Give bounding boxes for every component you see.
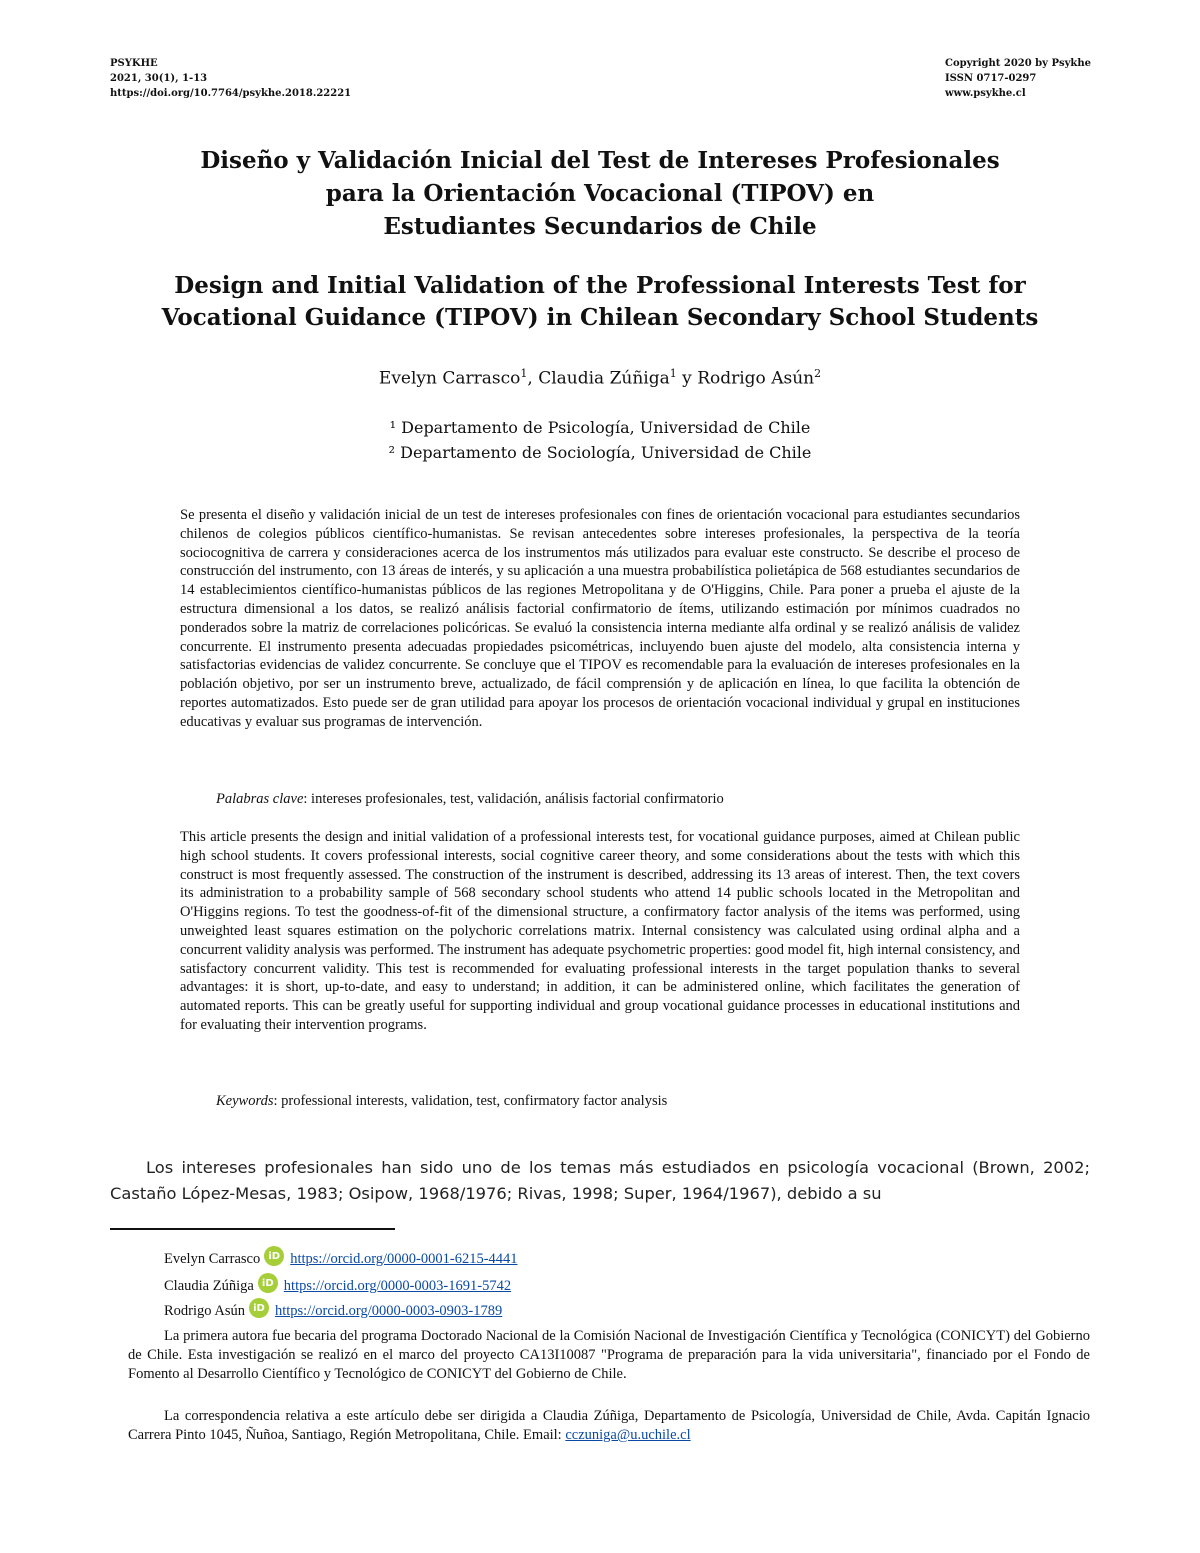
abstract-english: This article presents the design and initial validation of a professional interests test, for vocational guidance purposes, aimed at Chilean public high school students. It covers professional interests, social cognitive career theory, and some considerations about the tests with which this construct is most frequently assessed. The construction of the instrument is described, addressing its 13 areas of interest. Then, the text covers its administration to a probability sample of 568 secondary school students who attend 14 public schools located in the Metropolitan and O'Higgins regions. To test the goodness-of-fit of the dimensional structure, a confirmatory factor analysis of the items was performed, using unweighted least squares estimation on the polychoric correlations matrix. Internal consistency was calculated using ordinal alpha and a concurrent validity analysis was performed. The instrument has adequate psychometric properties: good model fit, high internal consistency, and satisfactory concurrent validity. This test is recommended for evaluating professional interests in the target population thanks to several advantages: it is short, up-to-date, and easy to understand; in addition, it can be administered online, which facilitates the generation of automated reports. This can be greatly useful for supporting individual and group vocational guidance processes in educational institutions and for evaluating their intervention programs. bbox=[180, 829, 1020, 1033]
orcid-icon[interactable]: iD bbox=[258, 1273, 278, 1293]
abstract-spanish: Se presenta el diseño y validación inicial de un test de intereses profesionales con fines de orientación vocacional para estudiantes secundarios chilenos de colegios públicos científico-humanistas. Se revisan antecedentes sobre intereses profesionales, la perspectiva de la teoría sociocognitiva de carrera y consideraciones acerca de los instrumentos más utilizados para evaluar este constructo. Se describe el proceso de construcción del instrumento, con 13 áreas de interés, y su aplicación a una muestra probabilística polietápica de 568 estudiantes secundarios de 14 establecimientos científico-humanistas públicos de las regiones Metropolitana y de O'Higgins, Chile. Para poner a prueba el ajuste de la estructura dimensional a los datos, se realizó análisis factorial confirmatorio de ítems, utilizando estimación por mínimos cuadrados no ponderados sobre la matriz de correlaciones policóricas. Se evaluó la consistencia interna mediante alfa ordinal y se realizó análisis de validez concurrente. El instrumento presenta adecuadas propiedades psicométricas, incluyendo buen ajuste del modelo, alta consistencia interna y satisfactorias evidencias de validez concurrente. Se concluye que el TIPOV es recomendable para la evaluación de intereses profesionales en la población objetivo, por ser un instrumento breve, actualizado, de fácil comprensión y de aplicación en línea, lo que facilita la obtención de reportes automatizados. Esto puede ser de gran utilidad para apoyar los procesos de orientación vocacional individual y grupal en instituciones educativas y evaluar sus programas de intervención. bbox=[180, 507, 1020, 730]
correspondence-text: La correspondencia relativa a este artículo debe ser dirigida a Claudia Zúñiga, Departamento de Psicología, Universidad de Chile, Avda. Capitán Ignacio Carrera Pinto 1045, Ñuñoa, Santiago, Región Metropolitana, Chile. Email: bbox=[128, 1408, 1090, 1444]
author-list bbox=[0, 367, 1200, 389]
email-link[interactable]: cczuniga@u.uchile.cl bbox=[565, 1427, 691, 1444]
affiliation-marker: 1 bbox=[520, 367, 528, 380]
affiliation-marker: 1 bbox=[669, 367, 677, 380]
title-spanish bbox=[90, 144, 1110, 243]
title-en-line: Design and Initial Validation of the Professional Interests Test for bbox=[174, 272, 1026, 299]
issn: ISSN 0717-0297 bbox=[945, 73, 1037, 84]
orcid-author-name: Rodrigo Asún bbox=[164, 1302, 245, 1319]
title-es-line: Estudiantes Secundarios de Chile bbox=[383, 213, 817, 240]
footnote-divider bbox=[110, 1228, 395, 1230]
copyright-notice: Copyright 2020 by Psykhe bbox=[945, 58, 1091, 69]
title-es-line: Diseño y Validación Inicial del Test de Intereses Profesionales bbox=[200, 147, 1000, 174]
footnote-correspondence bbox=[128, 1407, 1090, 1445]
keywords-text: : professional interests, validation, test, confirmatory factor analysis bbox=[273, 1093, 668, 1109]
orcid-link[interactable]: https://orcid.org/0000-0001-6215-4441 bbox=[290, 1250, 518, 1267]
title-es-line: para la Orientación Vocacional (TIPOV) en bbox=[325, 180, 875, 207]
title-en-line: Vocational Guidance (TIPOV) in Chilean Secondary School Students bbox=[161, 304, 1039, 331]
author-separator: , bbox=[527, 368, 539, 389]
keywords-label: Palabras clave bbox=[216, 791, 304, 807]
journal-header-right bbox=[945, 56, 1091, 101]
keywords-spanish bbox=[216, 790, 1016, 809]
journal-name: PSYKHE bbox=[110, 58, 158, 69]
author-name: Rodrigo Asún bbox=[697, 368, 815, 389]
orcid-entry bbox=[164, 1273, 511, 1299]
author-name: Claudia Zúñiga bbox=[538, 368, 670, 389]
orcid-author-name: Claudia Zúñiga bbox=[164, 1277, 254, 1294]
journal-header-left bbox=[110, 56, 351, 101]
affiliations bbox=[0, 415, 1200, 465]
affiliation-marker: 2 bbox=[814, 367, 822, 380]
orcid-icon[interactable]: iD bbox=[249, 1298, 269, 1318]
affiliation: ¹ Departamento de Psicología, Universidad de Chile bbox=[389, 418, 811, 437]
keywords-english bbox=[216, 1092, 1016, 1111]
keywords-label: Keywords bbox=[216, 1093, 274, 1109]
author-name: Evelyn Carrasco bbox=[378, 368, 521, 389]
title-english bbox=[90, 270, 1110, 334]
orcid-entry bbox=[164, 1298, 502, 1324]
orcid-link[interactable]: https://orcid.org/0000-0003-0903-1789 bbox=[274, 1302, 503, 1319]
orcid-entry bbox=[164, 1246, 518, 1272]
orcid-author-name: Evelyn Carrasco bbox=[164, 1250, 261, 1267]
orcid-icon[interactable]: iD bbox=[264, 1246, 284, 1266]
body-paragraph: Los intereses profesionales han sido uno de los temas más estudiados en psicología vocacional (Brown, 2002; Castaño López-Mesas, 1983; Osipow, 1968/1976; Rivas, 1998; Super, 1964/1967), debido a su bbox=[110, 1158, 1090, 1203]
orcid-link[interactable]: https://orcid.org/0000-0003-1691-5742 bbox=[283, 1277, 512, 1294]
author-separator: y bbox=[676, 368, 698, 389]
website-link[interactable]: www.psykhe.cl bbox=[945, 88, 1026, 99]
footnote-funding: La primera autora fue becaria del programa Doctorado Nacional de la Comisión Nacional de Investigación Científica y Tecnológica (CONICYT) del Gobierno de Chile. Esta investigación se realizó en el marco del proyecto CA13I10087 "Programa de preparación para la vida universitaria", financiado por el Fondo de Fomento al Desarrollo Científico y Tecnológico de CONICYT del Gobierno de Chile. bbox=[128, 1328, 1090, 1383]
affiliation: ² Departamento de Sociología, Universidad de Chile bbox=[388, 443, 812, 462]
journal-volume: 2021, 30(1), 1-13 bbox=[110, 73, 208, 84]
doi-link[interactable]: https://doi.org/10.7764/psykhe.2018.22221 bbox=[110, 88, 352, 99]
keywords-text: : intereses profesionales, test, validación, análisis factorial confirmatorio bbox=[303, 791, 724, 807]
